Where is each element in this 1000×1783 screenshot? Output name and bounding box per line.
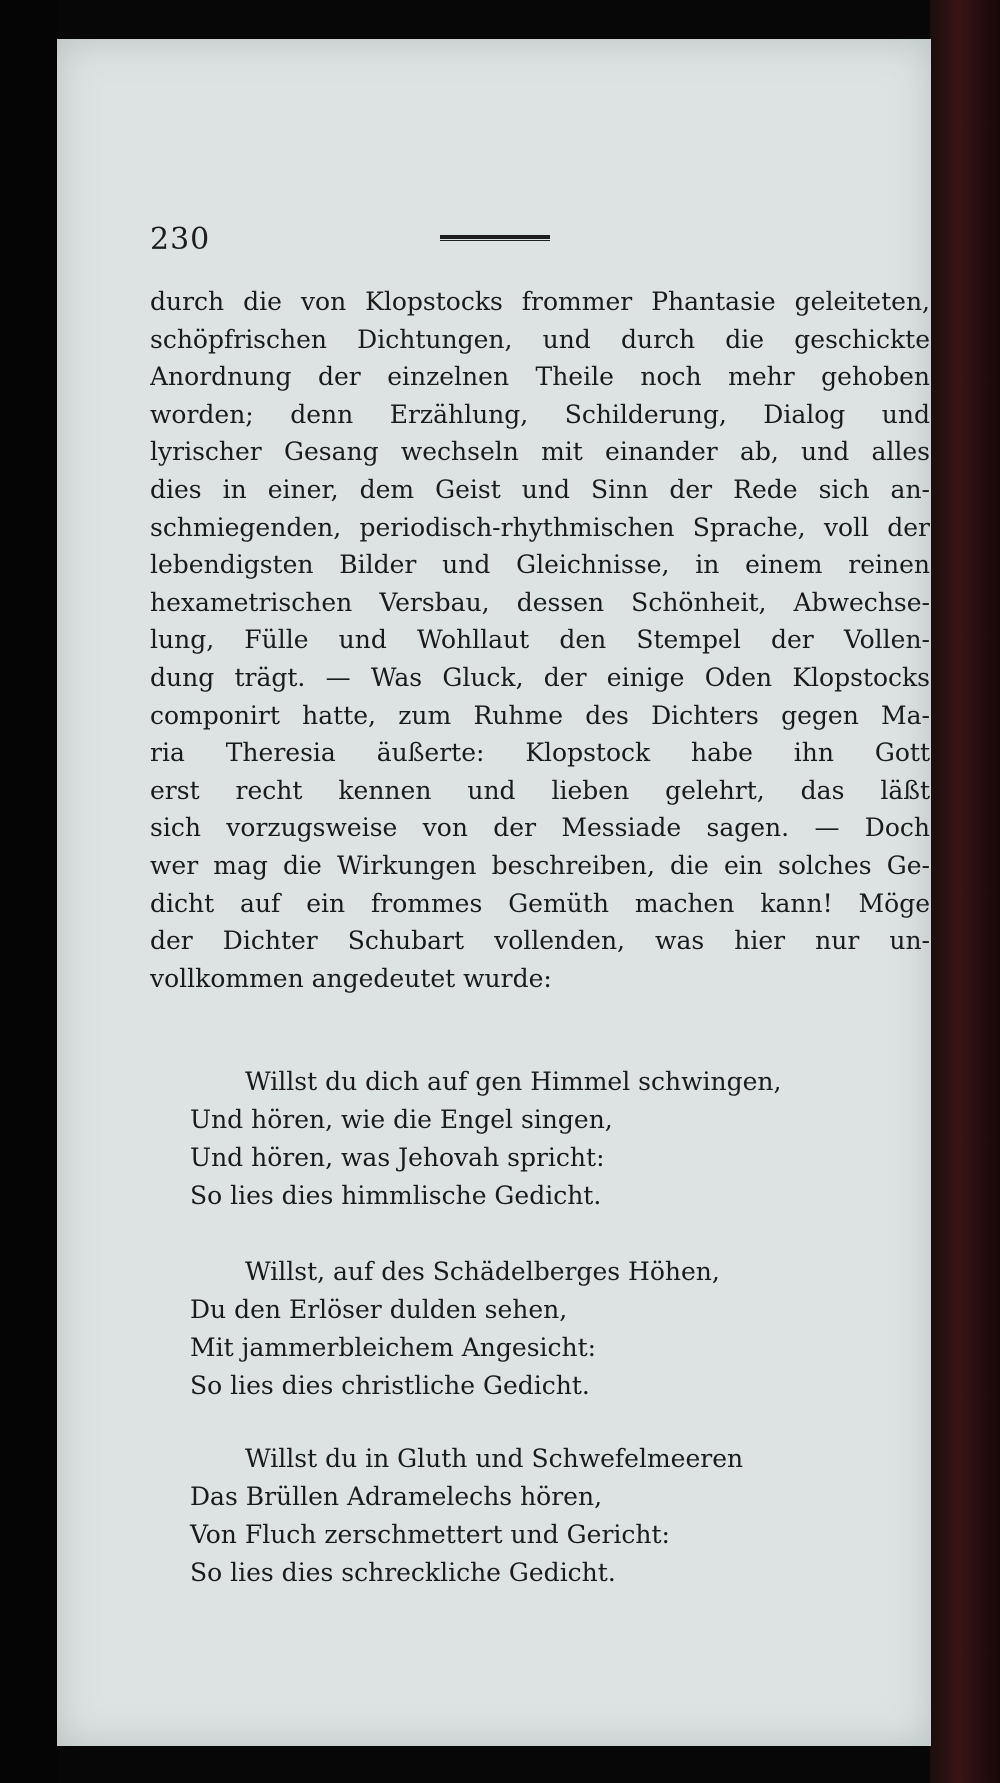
book-edge-left (0, 0, 58, 1783)
poem-stanza (150, 1253, 910, 1405)
verse-line: Von Fluch zerschmettert und Gericht: (190, 1520, 670, 1549)
prose-line: der Dichter Schubart vollenden, was hier nur un- (150, 926, 930, 956)
prose-line: wer mag die Wirkungen beschreiben, die ein solches Ge- (150, 850, 930, 880)
prose-line: schöpfrischen Dichtungen, und durch die geschickte (150, 324, 930, 354)
poem (150, 1063, 910, 1215)
verse-line: So lies dies himmlische Gedicht. (190, 1181, 602, 1210)
prose-line: ria Theresia äußerte: Klopstock habe ihn Gott (150, 738, 930, 768)
poem-stanza (150, 1440, 910, 1592)
prose-line: schmiegenden, periodisch-rhythmischen Sprache, voll der (150, 512, 930, 542)
prose-line: durch die von Klopstocks frommer Phantasie geleiteten, (150, 287, 930, 316)
verse-line: Und hören, wie die Engel singen, (190, 1105, 613, 1134)
verse-line: Mit jammerbleichem Angesicht: (190, 1333, 597, 1362)
verse-line: Das Brüllen Adramelechs hören, (190, 1482, 603, 1511)
prose-line: sich vorzugsweise von der Messiade sagen. — Doch (150, 813, 930, 843)
verse-line: So lies dies christliche Gedicht. (190, 1371, 590, 1400)
page-number: 230 (150, 222, 211, 257)
verse-line: Willst du in Gluth und Schwefelmeeren (245, 1444, 744, 1473)
prose-line: lebendigsten Bilder und Gleichnisse, in einem reinen (150, 550, 930, 580)
verse-line: Du den Erlöser dulden sehen, (190, 1295, 568, 1324)
prose-line: dicht auf ein frommes Gemüth machen kann! Möge (150, 888, 930, 918)
prose-line: Anordnung der einzelnen Theile noch mehr gehoben (150, 362, 930, 392)
poem (150, 1253, 910, 1405)
prose-paragraph (150, 283, 930, 997)
prose-line: lyrischer Gesang wechseln mit einander ab, und alles (150, 437, 930, 467)
prose-line: hexametrischen Versbau, dessen Schönheit, Abwechse- (150, 587, 930, 617)
book-edge-right (930, 0, 1000, 1783)
prose-line: vollkommen angedeutet wurde: (150, 963, 552, 993)
prose-line: worden; denn Erzählung, Schilderung, Dialog und (150, 399, 930, 429)
header-ornament-rule (440, 235, 550, 241)
verse-line: So lies dies schreckliche Gedicht. (190, 1558, 616, 1587)
prose-line: componirt hatte, zum Ruhme des Dichters gegen Ma- (150, 700, 930, 730)
verse-line: Willst, auf des Schädelberges Höhen, (245, 1257, 720, 1286)
verse-line: Und hören, was Jehovah spricht: (190, 1143, 605, 1172)
page-body (150, 283, 930, 1587)
prose-line: dies in einer, dem Geist und Sinn der Rede sich an- (150, 474, 930, 504)
prose-line: dung trägt. — Was Gluck, der einige Oden Klopstocks (150, 662, 930, 692)
page-header (150, 222, 630, 262)
verse-line: Willst du dich auf gen Himmel schwingen, (245, 1067, 782, 1096)
poem (150, 1440, 910, 1592)
poem-stanza (150, 1063, 910, 1215)
prose-line: erst recht kennen und lieben gelehrt, das läßt (150, 775, 930, 805)
prose-line: lung, Fülle und Wohllaut den Stempel der Vollen- (150, 625, 930, 655)
